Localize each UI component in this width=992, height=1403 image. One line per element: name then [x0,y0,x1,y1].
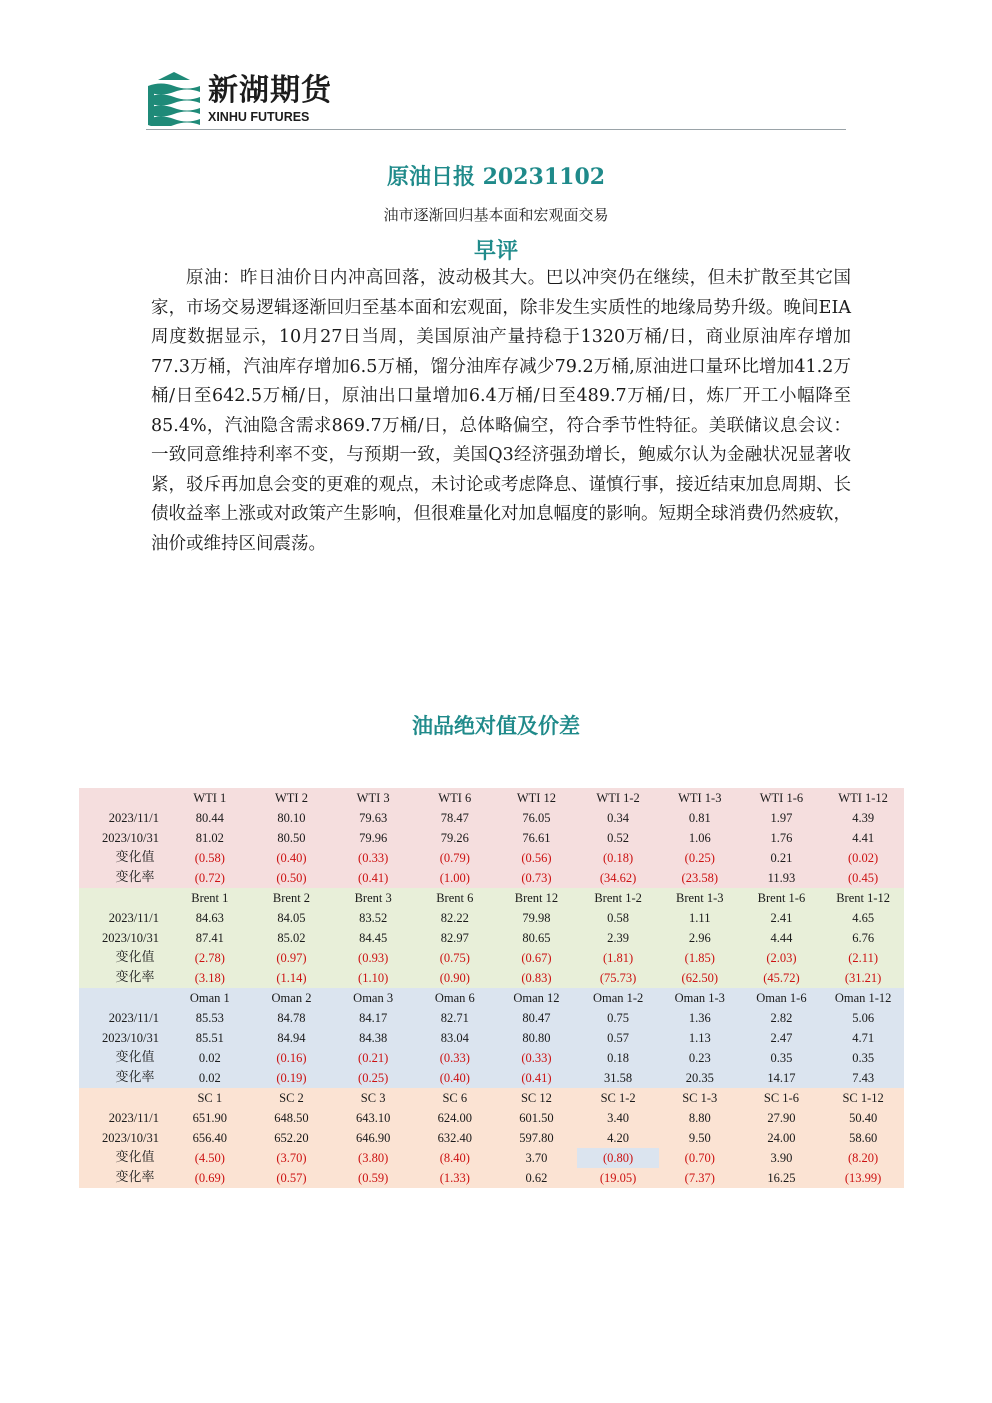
column-header: SC 3 [332,1088,414,1108]
column-header: WTI 1-6 [741,788,823,808]
table-cell: 79.26 [414,828,496,848]
table-cell: 0.35 [822,1048,904,1068]
row-label: 2023/11/1 [79,1008,169,1028]
row-label: 2023/10/31 [79,1128,169,1148]
column-header: WTI 3 [332,788,414,808]
column-header: WTI 1-2 [577,788,659,808]
table-cell: (23.58) [659,868,741,888]
report-title: 原油日报 20231102 [386,164,606,190]
table-cell: 6.76 [822,928,904,948]
table-cell: 79.98 [496,908,578,928]
table-cell: (75.73) [577,968,659,988]
table-cell: 83.04 [414,1028,496,1048]
table-header-row-wti [79,788,904,808]
table-cell: (0.56) [496,848,578,868]
table-cell: (0.70) [659,1148,741,1168]
company-logo [146,72,346,128]
table-cell: 14.17 [741,1068,823,1088]
table-cell: 3.40 [577,1108,659,1128]
table-cell: (0.69) [169,1168,251,1188]
table-cell: 0.75 [577,1008,659,1028]
column-header: Brent 6 [414,888,496,908]
table-cell: 0.52 [577,828,659,848]
table-cell: 31.58 [577,1068,659,1088]
column-header: SC 1-12 [822,1088,904,1108]
table-cell: 4.39 [822,808,904,828]
oil-price-spread-table [79,788,904,1188]
xinhu-wave-logo-icon [146,72,202,126]
table-cell: (0.67) [496,948,578,968]
table-cell: (45.72) [741,968,823,988]
table-cell: 1.11 [659,908,741,928]
table-cell: 84.17 [332,1008,414,1028]
table-cell: 4.44 [741,928,823,948]
row-label: 变化值 [79,848,169,868]
table-row [79,1068,904,1088]
table-cell: 1.06 [659,828,741,848]
table-cell: (0.80) [577,1148,659,1168]
table-cell: (0.72) [169,868,251,888]
table-row [79,1168,904,1188]
table-cell: (0.25) [659,848,741,868]
table-cell: 1.36 [659,1008,741,1028]
row-label: 变化率 [79,1068,169,1088]
table-cell: 4.20 [577,1128,659,1148]
table-row [79,828,904,848]
header-divider [146,129,846,130]
table-cell: 84.45 [332,928,414,948]
column-header: WTI 2 [251,788,333,808]
table-cell: 0.23 [659,1048,741,1068]
column-header: Brent 12 [496,888,578,908]
table-cell: 11.93 [741,868,823,888]
column-header: Oman 1-3 [659,988,741,1008]
row-label: 变化值 [79,1148,169,1168]
table-corner-cell [79,888,169,908]
table-cell: 9.50 [659,1128,741,1148]
row-label: 2023/10/31 [79,928,169,948]
table-cell: 50.40 [822,1108,904,1128]
table-cell: (0.33) [496,1048,578,1068]
table-title: 油品绝对值及价差 [412,713,580,738]
table-cell: (31.21) [822,968,904,988]
table-row [79,1028,904,1048]
column-header: Oman 1-2 [577,988,659,1008]
table-cell: 601.50 [496,1108,578,1128]
table-cell: (1.81) [577,948,659,968]
table-cell: 656.40 [169,1128,251,1148]
table-cell: (1.33) [414,1168,496,1188]
table-cell: 3.90 [741,1148,823,1168]
table-cell: 76.05 [496,808,578,828]
column-header: WTI 1 [169,788,251,808]
table-cell: (0.40) [414,1068,496,1088]
table-cell: 83.52 [332,908,414,928]
row-label: 变化值 [79,1048,169,1068]
table-cell: 597.80 [496,1128,578,1148]
table-cell: (34.62) [577,868,659,888]
table-cell: 80.10 [251,808,333,828]
morning-review-paragraph: 原油：昨日油价日内冲高回落，波动极其大。巴以冲突仍在继续，但未扩散至其它国家，市场交易逻辑逐渐回归至基本面和宏观面，除非发生实质性的地缘局势升级。晚间EIA周度数据显示，10月27日当周，美国原油产量持稳于1320万桶/日，商业原油库存增加77.3万桶，汽油库存增加6.5万桶，馏分油库存减少79.2万桶,原油进口量环比增加41.2万桶/日至642.5万桶/日，原油出口量增加6.4万桶/日至489.7万桶/日，炼厂开工小幅降至85.4%，汽油隐含需求869.7万桶/日，总体略偏空，符合季节性特征。美联储议息会议：一致同意维持利率不变，与预期一致，美国Q3经济强劲增长，鲍威尔认为金融状况显著收紧，驳斥再加息会变的更难的观点，未讨论或考虑降息、谨慎行事，接近结束加息周期、长债收益率上涨或对政策产生影响，但很难量化对加息幅度的影响。短期全球消费仍然疲软，油价或维持区间震荡。 [151,268,851,554]
table-cell: 5.06 [822,1008,904,1028]
table-cell: (62.50) [659,968,741,988]
column-header: SC 2 [251,1088,333,1108]
table-cell: (2.03) [741,948,823,968]
table-cell: 1.13 [659,1028,741,1048]
table-cell: 81.02 [169,828,251,848]
table-cell: 16.25 [741,1168,823,1188]
table-cell: 2.41 [741,908,823,928]
table-cell: 643.10 [332,1108,414,1128]
table-cell: 82.22 [414,908,496,928]
table-row [79,848,904,868]
table-cell: 87.41 [169,928,251,948]
table-cell: 80.47 [496,1008,578,1028]
column-header: Oman 1-6 [741,988,823,1008]
section-title-morning-review: 早评 [473,238,518,264]
table-cell: (3.80) [332,1148,414,1168]
table-cell: (3.70) [251,1148,333,1168]
report-subtitle: 油市逐渐回归基本面和宏观面交易 [383,206,609,224]
table-cell: 651.90 [169,1108,251,1128]
column-header: Oman 3 [332,988,414,1008]
row-label: 变化率 [79,1168,169,1188]
table-cell: (0.25) [332,1068,414,1088]
table-row [79,1048,904,1068]
table-cell: (13.99) [822,1168,904,1188]
table-cell: (0.33) [414,1048,496,1068]
table-cell: (8.20) [822,1148,904,1168]
row-label: 2023/11/1 [79,908,169,928]
row-label: 变化率 [79,868,169,888]
table-cell: 85.51 [169,1028,251,1048]
logo-chinese-name: 新湖期货 [208,73,332,108]
table-cell: 24.00 [741,1128,823,1148]
table-cell: 1.76 [741,828,823,848]
table-cell: (0.40) [251,848,333,868]
table-cell: 84.63 [169,908,251,928]
table-cell: 0.62 [496,1168,578,1188]
table-row [79,948,904,968]
table-cell: 2.96 [659,928,741,948]
logo-english-name: XINHU FUTURES [208,110,310,124]
row-label: 2023/11/1 [79,808,169,828]
column-header: SC 6 [414,1088,496,1108]
table-row [79,1148,904,1168]
row-label: 2023/11/1 [79,1108,169,1128]
table-cell: (0.16) [251,1048,333,1068]
table-cell: 2.82 [741,1008,823,1028]
column-header: SC 1-6 [741,1088,823,1108]
table-cell: (1.00) [414,868,496,888]
table-cell: 7.43 [822,1068,904,1088]
table-cell: (0.21) [332,1048,414,1068]
column-header: Oman 6 [414,988,496,1008]
table-cell: (0.90) [414,968,496,988]
table-cell: 84.78 [251,1008,333,1028]
table-row [79,1008,904,1028]
table-cell: 80.80 [496,1028,578,1048]
table-cell: (0.93) [332,948,414,968]
table-cell: (0.97) [251,948,333,968]
column-header: SC 1 [169,1088,251,1108]
table-row [79,808,904,828]
table-cell: 0.58 [577,908,659,928]
table-cell: (1.85) [659,948,741,968]
table-cell: 78.47 [414,808,496,828]
column-header: Oman 2 [251,988,333,1008]
column-header: Brent 1-12 [822,888,904,908]
table-row [79,928,904,948]
table-cell: 0.21 [741,848,823,868]
table-header-row-oman [79,988,904,1008]
table-row [79,1108,904,1128]
column-header: Brent 1-3 [659,888,741,908]
column-header: Brent 3 [332,888,414,908]
table-cell: (0.18) [577,848,659,868]
column-header: SC 12 [496,1088,578,1108]
table-cell: 4.71 [822,1028,904,1048]
table-cell: 79.63 [332,808,414,828]
table-row [79,968,904,988]
table-cell: 0.18 [577,1048,659,1068]
table-cell: 648.50 [251,1108,333,1128]
table-cell: (0.83) [496,968,578,988]
table-cell: 2.39 [577,928,659,948]
table-cell: (1.14) [251,968,333,988]
table-cell: (8.40) [414,1148,496,1168]
table-header-row-sc [79,1088,904,1108]
table-row [79,868,904,888]
table-cell: (2.78) [169,948,251,968]
table-cell: (0.41) [332,868,414,888]
table-cell: (1.10) [332,968,414,988]
table-cell: 652.20 [251,1128,333,1148]
table-cell: 85.02 [251,928,333,948]
table-cell: 76.61 [496,828,578,848]
table-cell: (0.75) [414,948,496,968]
column-header: SC 1-2 [577,1088,659,1108]
column-header: Oman 1 [169,988,251,1008]
table-cell: (0.57) [251,1168,333,1188]
table-cell: (0.73) [496,868,578,888]
table-cell: 27.90 [741,1108,823,1128]
table-cell: (0.02) [822,848,904,868]
table-cell: 0.35 [741,1048,823,1068]
column-header: Brent 2 [251,888,333,908]
table-cell: 0.02 [169,1048,251,1068]
table-cell: (0.50) [251,868,333,888]
table-cell: 80.65 [496,928,578,948]
column-header: Brent 1 [169,888,251,908]
table-cell: 0.02 [169,1068,251,1088]
row-label: 2023/10/31 [79,1028,169,1048]
table-cell: 80.44 [169,808,251,828]
table-cell: 85.53 [169,1008,251,1028]
table-cell: 0.81 [659,808,741,828]
table-cell: 84.05 [251,908,333,928]
table-header-row-brent [79,888,904,908]
row-label: 变化率 [79,968,169,988]
column-header: Brent 1-6 [741,888,823,908]
column-header: WTI 1-12 [822,788,904,808]
column-header: WTI 1-3 [659,788,741,808]
table-cell: 84.38 [332,1028,414,1048]
table-cell: (0.41) [496,1068,578,1088]
table-corner-cell [79,988,169,1008]
table-row [79,908,904,928]
table-cell: 84.94 [251,1028,333,1048]
table-cell: (0.59) [332,1168,414,1188]
table-cell: (0.79) [414,848,496,868]
table-cell: 80.50 [251,828,333,848]
column-header: Oman 1-12 [822,988,904,1008]
table-cell: 4.41 [822,828,904,848]
table-cell: (2.11) [822,948,904,968]
table-cell: 58.60 [822,1128,904,1148]
column-header: SC 1-3 [659,1088,741,1108]
table-row [79,1128,904,1148]
row-label: 变化值 [79,948,169,968]
table-cell: (0.19) [251,1068,333,1088]
table-cell: (3.18) [169,968,251,988]
table-cell: 82.71 [414,1008,496,1028]
row-label: 2023/10/31 [79,828,169,848]
table-corner-cell [79,1088,169,1108]
column-header: WTI 6 [414,788,496,808]
column-header: Brent 1-2 [577,888,659,908]
table-cell: 1.97 [741,808,823,828]
table-cell: 0.34 [577,808,659,828]
table-cell: 79.96 [332,828,414,848]
table-cell: (0.45) [822,868,904,888]
table-cell: 8.80 [659,1108,741,1128]
table-cell: (4.50) [169,1148,251,1168]
table-cell: (0.58) [169,848,251,868]
column-header: WTI 12 [496,788,578,808]
table-cell: 2.47 [741,1028,823,1048]
table-cell: (0.33) [332,848,414,868]
table-cell: 4.65 [822,908,904,928]
table-cell: (7.37) [659,1168,741,1188]
table-cell: 646.90 [332,1128,414,1148]
table-cell: 632.40 [414,1128,496,1148]
table-cell: 0.57 [577,1028,659,1048]
table-cell: 624.00 [414,1108,496,1128]
table-cell: 20.35 [659,1068,741,1088]
column-header: Oman 12 [496,988,578,1008]
table-cell: (19.05) [577,1168,659,1188]
table-cell: 3.70 [496,1148,578,1168]
table-cell: 82.97 [414,928,496,948]
table-corner-cell [79,788,169,808]
